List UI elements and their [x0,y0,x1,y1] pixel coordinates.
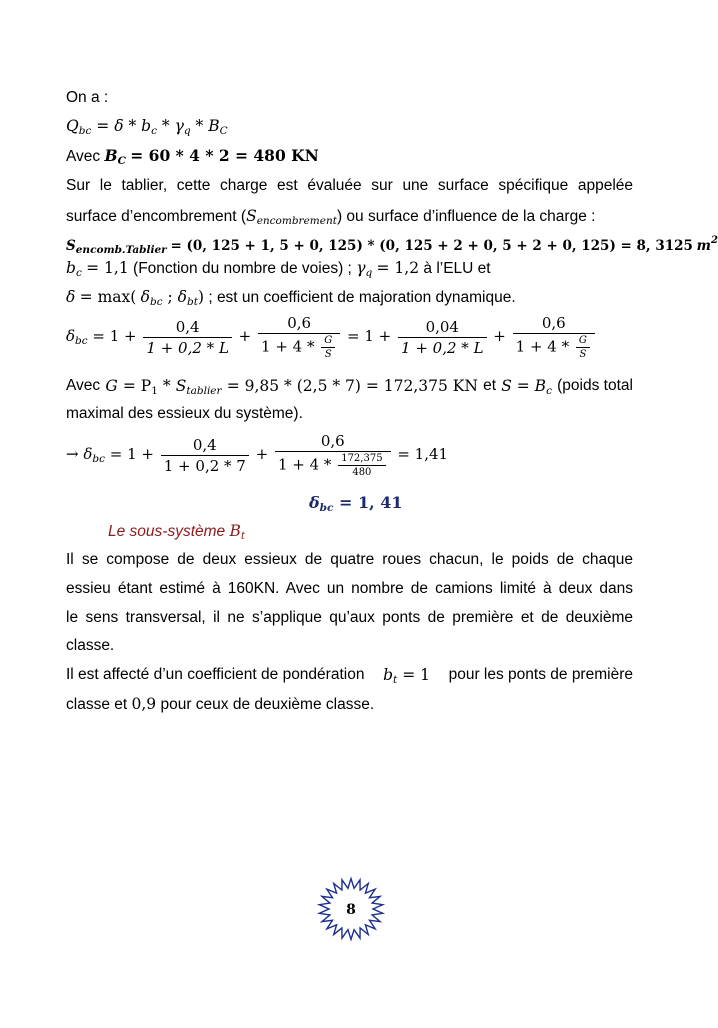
fraction: $\frac{0,4}{1 + 0,2 * 7}$ [161,436,249,475]
formula-q-bc: $Q_{bc} = \delta * b_c * \gamma_q * B_C$ [66,117,228,137]
paragraph-2-line-2: essieu étant estimé à 160KN. Avec un nombre de camions limité à deux dans [66,580,633,597]
paragraph-1-line-2: surface d’encombrement $(S_{encombrement})$ ou surface d’influence de la charge : [66,207,596,227]
delta-bc-numeric: → $\delta_{bc} = 1$ + $\frac{0,4}{1 + 0,2 * 7}$ + 0,6 1 + 4 * $\frac{172,375}{480}$ = 1,41 [66,432,449,478]
fraction: 0,6 1 + 4 * $\frac{172,375}{480}$ [275,432,391,478]
fraction: $\frac{0,4}{1 + 0,2 * L}$ [143,318,232,357]
paragraph-1-line-1: Sur le tablier, cette charge est évaluée sur une surface spécifique appelée [66,177,633,194]
paragraph-2-line-3: le sens transversal, il ne s’applique qu’aux ponts de première et de deuxième [66,609,633,626]
fraction: 0,6 1 + 4 * $\frac{G}{S}$ [513,314,595,360]
paragraph-3-line-1: Il est affecté d’un coefficient de pondération $b_t = 1$ pour les ponts de première [66,666,633,686]
intro-text: On a : [66,89,109,106]
paragraph-3-line-2: classe et 0,9 pour ceux de deuxième classe. [66,695,375,713]
fraction: $\frac{0,04}{1 + 0,2 * L}$ [398,318,487,357]
starburst-icon [316,876,386,942]
delta-bc-formula: $\delta_{bc} = 1$ + $\frac{0,4}{1 + 0,2 * L}$ + 0,6 1 + 4 * $\frac{G}{S}$ = 1 + $\frac{0,04}{1 + 0,2 * L}$ + 0,6 1 + 4 * $\frac{G}{S}$ [66,314,597,360]
page-number-badge [316,876,386,942]
g-line: Avec G = $P_1$ * $S_{tablier}$ = 9,85 * (2,5 * 7) = 172,375 KN et $S = B_c$ (poids total [66,377,633,397]
subsystem-title: Le sous-système $B_t$ [108,522,246,542]
page-number: 8 [346,902,356,918]
paragraph-2-line-4: classe. [66,637,115,654]
paragraph-max: maximal des essieux du système). [66,405,303,422]
final-result: $\delta_{bc} = 1$, 41 [309,493,403,514]
fraction: 0,6 1 + 4 * $\frac{G}{S}$ [258,314,340,360]
bc-line: Avec $B_C = 60 * 4 * 2 = 480$ KN [66,146,319,167]
s-encomb-formula: $S_{encomb.Tablier} = (0$, 125 + 1, 5 + 0, 125) * (0, 125 + 2 + 0, 5 + 2 + 0, 125) = 8, 3125 $m^2$ [66,235,718,256]
bc-gamma-line: $b_c = 1,1$ (Fonction du nombre de voies) ; $\gamma_q = 1,2$ à l’ELU et [66,259,491,279]
paragraph-2-line-1: Il se compose de deux essieux de quatre roues chacun, le poids de chaque [66,551,633,568]
delta-definition: δ = max( $\delta_{bc}$ ; $\delta_{bt}$) ; est un coefficient de majoration dynamique. [66,288,516,308]
